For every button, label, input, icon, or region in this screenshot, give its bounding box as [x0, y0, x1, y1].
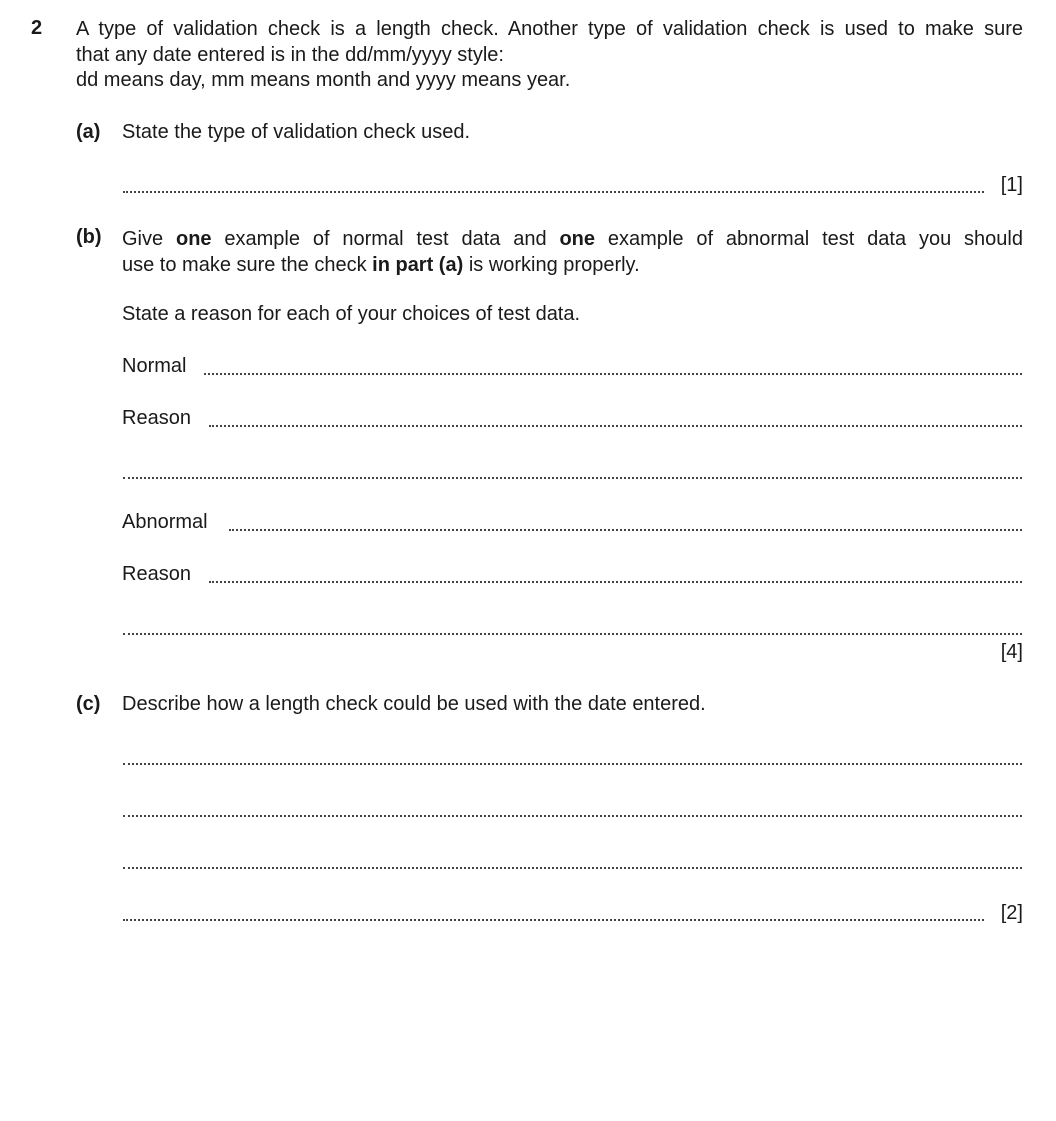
normal-answer-line[interactable]: [204, 373, 1022, 375]
part-c-answer-line-2[interactable]: [123, 815, 1022, 817]
question-number: 2: [31, 17, 43, 39]
part-c-marks: [2]: [1000, 902, 1023, 924]
part-c-answer-line-1[interactable]: [123, 763, 1022, 765]
part-a-question: State the type of validation check used.: [122, 121, 470, 143]
part-c-label: (c): [76, 693, 101, 715]
part-b-line-1: Give one example of normal test data and one example of abnormal test data you should: [122, 228, 1023, 250]
reason-continuation-line[interactable]: [123, 477, 1022, 479]
reason-answer-line[interactable]: [209, 425, 1022, 427]
stem-line-2: that any date entered is in the dd/mm/yyyy style:: [76, 43, 504, 66]
part-c-question: Describe how a length check could be used with the date entered.: [122, 693, 706, 715]
part-c-answer-line-4[interactable]: [123, 919, 984, 921]
part-b-instruction: State a reason for each of your choices of test data.: [122, 303, 581, 325]
part-b-label: (b): [76, 226, 102, 248]
part-a-label: (a): [76, 121, 101, 143]
part-b-question: [122, 226, 1023, 278]
part-b-marks: [4]: [1000, 641, 1023, 663]
part-c-answer-line-3[interactable]: [123, 867, 1022, 869]
reason2-label: Reason: [122, 563, 191, 585]
part-a-answer-line[interactable]: [123, 191, 984, 193]
stem-line-3: dd means day, mm means month and yyyy means year.: [76, 69, 571, 91]
abnormal-label: Abnormal: [122, 511, 208, 533]
reason2-continuation-line[interactable]: [123, 633, 1022, 635]
reason2-answer-line[interactable]: [209, 581, 1022, 583]
normal-label: Normal: [122, 355, 187, 377]
question-stem: [76, 17, 1023, 94]
part-b-line-2: use to make sure the check in part (a) is working properly.: [122, 254, 640, 276]
abnormal-answer-line[interactable]: [229, 529, 1022, 531]
part-a-marks: [1]: [1000, 174, 1023, 196]
reason-label: Reason: [122, 407, 191, 429]
stem-line-1: A type of validation check is a length check. Another type of validation check is used to make sure: [76, 18, 1023, 40]
